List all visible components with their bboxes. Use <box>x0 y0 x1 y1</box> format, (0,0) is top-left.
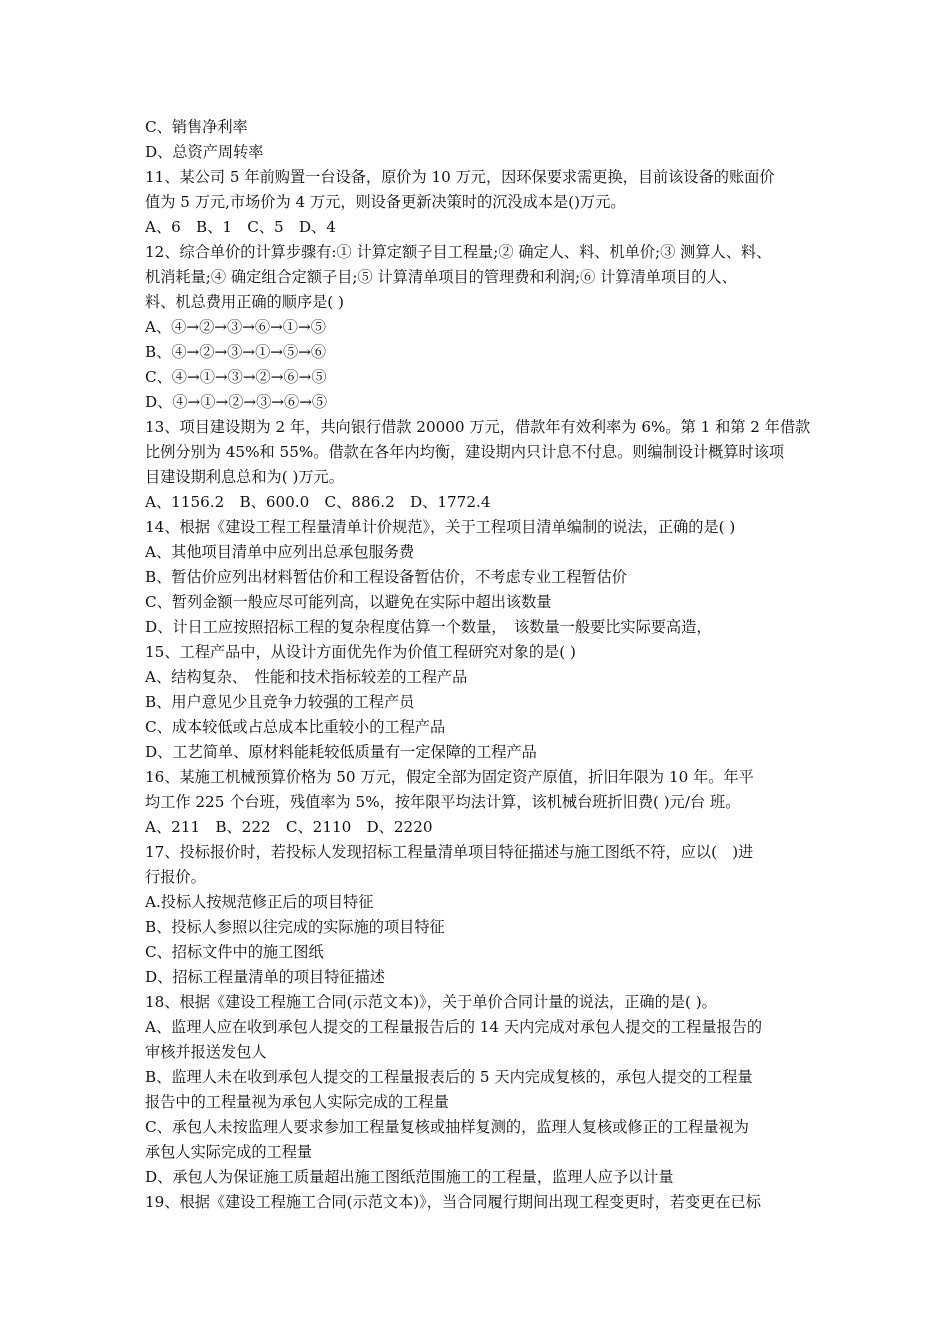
text-line: C、④→①→③→②→⑥→⑤ <box>145 368 327 386</box>
text-line: 11、某公司 5 年前购置一台设备，原价为 10 万元，因环保要求需更换，目前该设备的账面价 <box>145 168 775 186</box>
text-line: 行报价。 <box>145 868 206 886</box>
text-line: C、招标文件中的施工图纸 <box>145 943 324 961</box>
text-line: D、承包人为保证施工质量超出施工图纸范围施工的工程量，监理人应予以计量 <box>145 1168 674 1186</box>
text-line: B、用户意见少且竞争力较强的工程产员 <box>145 693 415 711</box>
text-line: 18、根据《建设工程施工合同(示范文本)》，关于单价合同计量的说法，正确的是( )。 <box>145 993 717 1011</box>
text-line: D、计日工应按照招标工程的复杂程度估算一个数量， 该数量一般要比实际要高造， <box>145 618 712 636</box>
document-page <box>145 115 813 1215</box>
text-line: 报告中的工程量视为承包人实际完成的工程量 <box>145 1093 449 1111</box>
text-line: A、结构复杂、 性能和技术指标较差的工程产品 <box>145 668 468 686</box>
text-line: 审核并报送发包人 <box>145 1043 267 1061</box>
text-line: B、监理人未在收到承包人提交的工程量报表后的 5 天内完成复核的，承包人提交的工程量 <box>145 1068 753 1086</box>
text-line: 13、项目建设期为 2 年，共向银行借款 20000 万元，借款年有效利率为 6%。第 1 和第 2 年借款 <box>145 418 811 436</box>
text-line: B、暂估价应列出材料暂估价和工程设备暂估价，不考虑专业工程暂估价 <box>145 568 627 586</box>
text-line: 料、机总费用正确的顺序是( ) <box>145 293 344 311</box>
text-line: 承包人实际完成的工程量 <box>145 1143 313 1161</box>
text-line: 均工作 225 个台班，残值率为 5%，按年限平均法计算，该机械台班折旧费( )元/台 班。 <box>145 793 741 811</box>
text-line: 19、根据《建设工程施工合同(示范文本)》，当合同履行期间出现工程变更时，若变更在已标 <box>145 1193 761 1211</box>
text-line: A.投标人按规范修正后的项目特征 <box>145 893 374 911</box>
text-line: A、④→②→③→⑥→①→⑤ <box>145 318 326 336</box>
text-line: B、④→②→③→①→⑤→⑥ <box>145 343 327 361</box>
text-line: 16、某施工机械预算价格为 50 万元，假定全部为固定资产原值，折旧年限为 10 年。年平 <box>145 768 754 786</box>
text-line: C、成本较低或占总成本比重较小的工程产品 <box>145 718 446 736</box>
text-line: A、其他项目清单中应列出总承包服务费 <box>145 543 415 561</box>
text-line: B、投标人参照以往完成的实际施的项目特征 <box>145 918 445 936</box>
text-line: D、总资产周转率 <box>145 143 264 161</box>
text-line: A、监理人应在收到承包人提交的工程量报告后的 14 天内完成对承包人提交的工程量报告的 <box>145 1018 763 1036</box>
text-line: 值为 5 万元,市场价为 4 万元，则设备更新决策时的沉没成本是()万元。 <box>145 193 626 211</box>
text-line: C、暂列金额一般应尽可能列高，以避免在实际中超出该数量 <box>145 593 552 611</box>
text-line: C、承包人未按监理人要求参加工程量复核或抽样复测的，监理人复核或修正的工程量视为 <box>145 1118 749 1136</box>
text-line: D、招标工程量清单的项目特征描述 <box>145 968 385 986</box>
text-line: C、销售净利率 <box>145 118 248 136</box>
text-line: 17、投标报价时，若投标人发现招标工程量清单项目特征描述与施工图纸不符，应以( )进 <box>145 843 754 861</box>
text-line: D、工艺简单、原材料能耗较低质量有一定保障的工程产品 <box>145 743 537 761</box>
text-line: 机消耗量;④ 确定组合定额子目;⑤ 计算清单项目的管理费和利润;⑥ 计算清单项目的人、 <box>145 268 737 286</box>
text-line: 12、综合单价的计算步骤有:① 计算定额子目工程量;② 确定人、料、机单价;③ 测算人、料、 <box>145 243 772 261</box>
text-line: A、1156.2 B、600.0 C、886.2 D、1772.4 <box>145 493 491 511</box>
text-line: A、6 B、1 C、5 D、4 <box>145 218 336 236</box>
text-line: 比例分别为 45%和 55%。借款在各年内均衡，建设期内只计息不付息。则编制设计概算时该项 <box>145 443 785 461</box>
text-line: 14、根据《建设工程工程量清单计价规范》，关于工程项目清单编制的说法，正确的是( ) <box>145 518 736 536</box>
text-line: A、211 B、222 C、2110 D、2220 <box>145 818 433 836</box>
text-line: D、④→①→②→③→⑥→⑤ <box>145 393 328 411</box>
text-line: 15、工程产品中，从设计方面优先作为价值工程研究对象的是( ) <box>145 643 576 661</box>
text-line: 目建设期利息总和为( )万元。 <box>145 468 344 486</box>
